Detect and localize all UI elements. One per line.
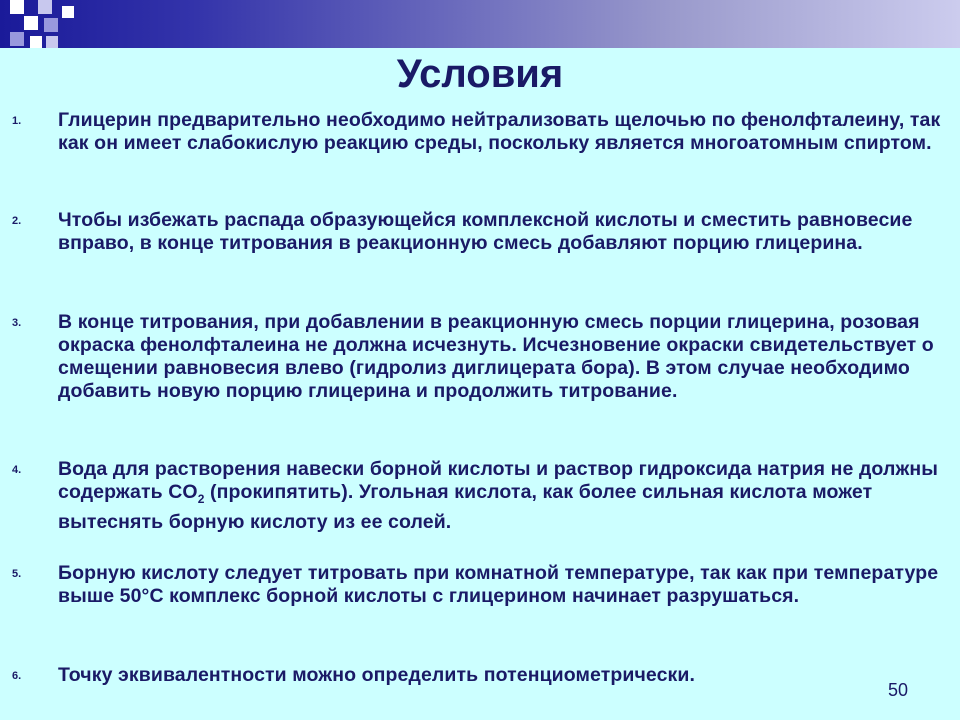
list-number: 6.: [12, 670, 22, 682]
list-text-part: (прокипятить). Угольная кислота, как более сильная кислота может вытеснять борную кислоту из ее солей.: [58, 481, 873, 533]
page-number: 50: [888, 680, 909, 700]
decor-square: [62, 6, 74, 18]
list-text: В конце титрования, при добавлении в реакционную смесь порции глицерина, розовая окраска фенолфталеина не должна исчезнуть. Исчезновение окраски свидетельствует о смещении равновесия влево (гидролиз диглицерата бора). В этом случае необходимо добавить новую порцию глицерина и продолжить титрование.: [58, 311, 934, 402]
list-number: 2.: [12, 215, 22, 227]
slide-title: Условия: [396, 52, 564, 96]
decor-square: [10, 0, 24, 14]
list-number: 5.: [12, 568, 22, 580]
list-text: [58, 458, 947, 534]
decor-square: [44, 18, 58, 32]
list-text: Глицерин предварительно необходимо нейтрализовать щелочью по фенолфталеину, так как он имеет слабокислую реакцию среды, поскольку является многоатомным спиртом.: [58, 109, 941, 154]
list-item: [12, 664, 947, 687]
list-text-part: Вода для растворения навески борной кислоты и раствор гидроксида натрия не должны содержать CO: [58, 458, 939, 503]
list-item: [12, 109, 947, 155]
list-item: [12, 311, 947, 403]
list-item: [12, 209, 947, 255]
list-number: 4.: [12, 464, 22, 476]
list-text: Точку эквивалентности можно определить потенциометрически.: [58, 664, 696, 686]
decor-square: [46, 36, 58, 48]
list-item: [12, 458, 947, 534]
header-gradient-bar: [0, 0, 960, 48]
list-number: 3.: [12, 317, 22, 329]
subscript: 2: [197, 491, 205, 506]
list-text: Борную кислоту следует титровать при комнатной температуре, так как при температуре выше 50°С комплекс борной кислоты с глицерином начинает разрушаться.: [58, 562, 939, 607]
list-text: Чтобы избежать распада образующейся комплексной кислоты и сместить равновесие вправо, в конце титрования в реакционную смесь добавляют порцию глицерина.: [58, 209, 913, 254]
decor-square: [38, 0, 52, 14]
decor-square: [30, 36, 42, 48]
decor-square: [10, 32, 24, 46]
list-number: 1.: [12, 115, 22, 127]
list-item: [12, 562, 947, 608]
decor-square: [24, 16, 38, 30]
